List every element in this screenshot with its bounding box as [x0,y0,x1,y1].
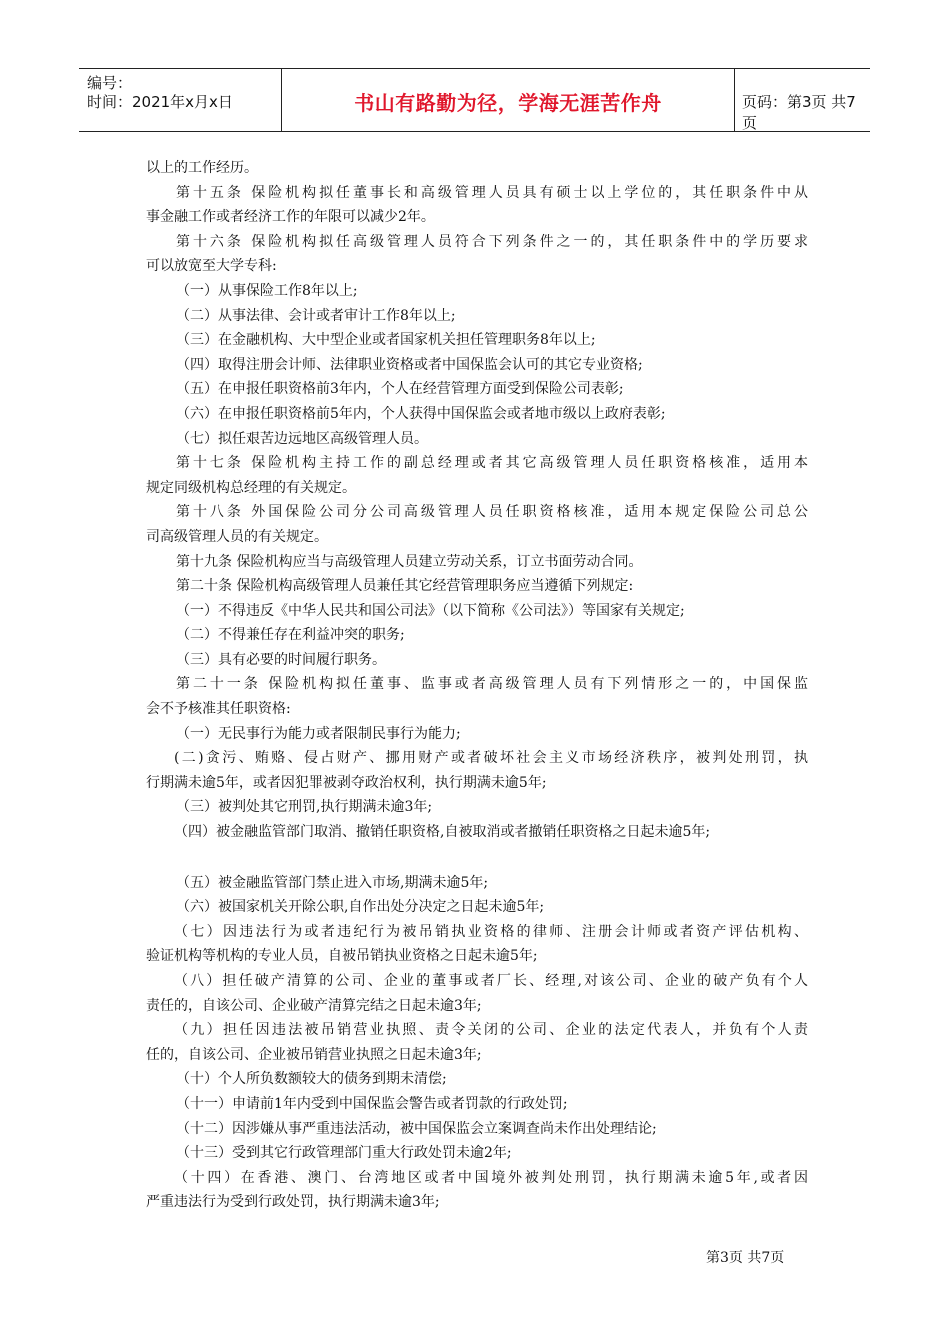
article-19-line: 第十九条 保险机构应当与高级管理人员建立劳动关系，订立书面劳动合同。 [176,553,643,570]
body-line: 规定同级机构总经理的有关规定。 [146,479,356,496]
header-right-cell [734,69,870,131]
page-footer: 第3页 共7页 [706,1250,785,1266]
list-item: （十）个人所负数额较大的债务到期未清偿; [176,1071,447,1088]
body-line: 会不予核准其任职资格: [146,701,291,718]
list-item: （二）从事法律、会计或者审计工作8年以上; [176,307,456,324]
body-line: 以上的工作经历。 [146,160,258,176]
list-item: （三）具有必要的时间履行职务。 [176,651,386,668]
list-item: （一）不得违反《中华人民共和国公司法》（以下简称《公司法》）等国家有关规定; [176,602,685,619]
paragraph-gap [146,845,808,871]
article-15-line: 第十五条 保险机构拟任董事长和高级管理人员具有硕士以上学位的，其任职条件中从 [176,184,808,201]
body-line: 行期满未逾5年，或者因犯罪被剥夺政治权利，执行期满未逾5年; [146,774,547,791]
list-item: （十三）受到其它行政管理部门重大行政处罚未逾2年; [176,1145,512,1162]
body-line: 严重违法行为受到行政处罚，执行期满未逾3年; [146,1194,440,1211]
list-item: （十二）因涉嫌从事严重违法活动，被中国保监会立案调查尚未作出处理结论; [176,1120,657,1137]
list-item: （九）担任因违法被吊销营业执照、责令关闭的公司、企业的法定代表人，并负有个人责 [174,1022,808,1039]
document-body [146,156,808,1215]
article-20-line: 第二十条 保险机构高级管理人员兼任其它经营管理职务应当遵循下列规定: [176,578,634,595]
page-header [79,68,870,132]
list-item: （十一）申请前1年内受到中国保监会警告或者罚款的行政处罚; [176,1095,568,1112]
list-item: （二）不得兼任存在利益冲突的职务; [176,627,405,644]
list-item: （四）取得注册会计师、法律职业资格或者中国保监会认可的其它专业资格; [176,356,643,373]
article-18-line: 第十八条 外国保险公司分公司高级管理人员任职资格核准，适用本规定保险公司总公 [176,504,808,521]
list-item: （十四）在香港、澳门、台湾地区或者中国境外被判处刑罚，执行期满未逾5年,或者因 [174,1169,808,1186]
header-motto: 书山有路勤为径，学海无涯苦作舟 [354,91,662,115]
list-item: （六）在申报任职资格前5年内，个人获得中国保监会或者地市级以上政府表彰; [176,405,666,422]
body-line: 任的，自该公司、企业被吊销营业执照之日起未逾3年; [146,1046,482,1063]
body-line: 事金融工作或者经济工作的年限可以减少2年。 [146,209,435,226]
list-item: （八）担任破产清算的公司、企业的董事或者厂长、经理,对该公司、企业的破产负有个人 [174,973,808,989]
list-item: （六）被国家机关开除公职,自作出处分决定之日起未逾5年; [176,899,545,916]
list-item: （一）无民事行为能力或者限制民事行为能力; [176,725,461,742]
article-16-line: 第十六条 保险机构拟任高级管理人员符合下列条件之一的，其任职条件中的学历要求 [176,233,808,250]
header-page-label: 页码：第3页 共7页 [742,93,856,132]
header-left-cell [79,69,281,131]
list-item: (二)贪污、贿赂、侵占财产、挪用财产或者破坏社会主义市场经济秩序，被判处刑罚，执 [174,750,808,767]
document-number-label: 编号： [87,74,133,92]
article-17-line: 第十七条 保险机构主持工作的副总经理或者其它高级管理人员任职资格核准，适用本 [176,455,808,472]
document-date-label: 时间：2021年x月x日 [87,93,233,111]
article-21-line: 第二十一条 保险机构拟任董事、监事或者高级管理人员有下列情形之一的，中国保监 [176,676,808,693]
list-item: （四）被金融监管部门取消、撤销任职资格,自被取消或者撤销任职资格之日起未逾5年; [174,824,711,841]
list-item: （七）因违法行为或者违纪行为被吊销执业资格的律师、注册会计师或者资产评估机构、 [174,923,808,940]
header-center-cell [281,69,735,131]
list-item: （三）被判处其它刑罚,执行期满未逾3年; [176,799,433,816]
body-line: 验证机构等机构的专业人员，自被吊销执业资格之日起未逾5年; [146,948,538,965]
list-item: （一）从事保险工作8年以上; [176,282,358,299]
body-line: 可以放宽至大学专科: [146,258,277,275]
body-line: 责任的，自该公司、企业破产清算完结之日起未逾3年; [146,997,482,1014]
list-item: （五）被金融监管部门禁止进入市场,期满未逾5年; [176,874,489,891]
list-item: （七）拟任艰苦边远地区高级管理人员。 [176,430,428,447]
list-item: （三）在金融机构、大中型企业或者国家机关担任管理职务8年以上; [176,332,596,349]
list-item: （五）在申报任职资格前3年内，个人在经营管理方面受到保险公司表彰; [176,381,624,398]
body-line: 司高级管理人员的有关规定。 [146,528,328,545]
